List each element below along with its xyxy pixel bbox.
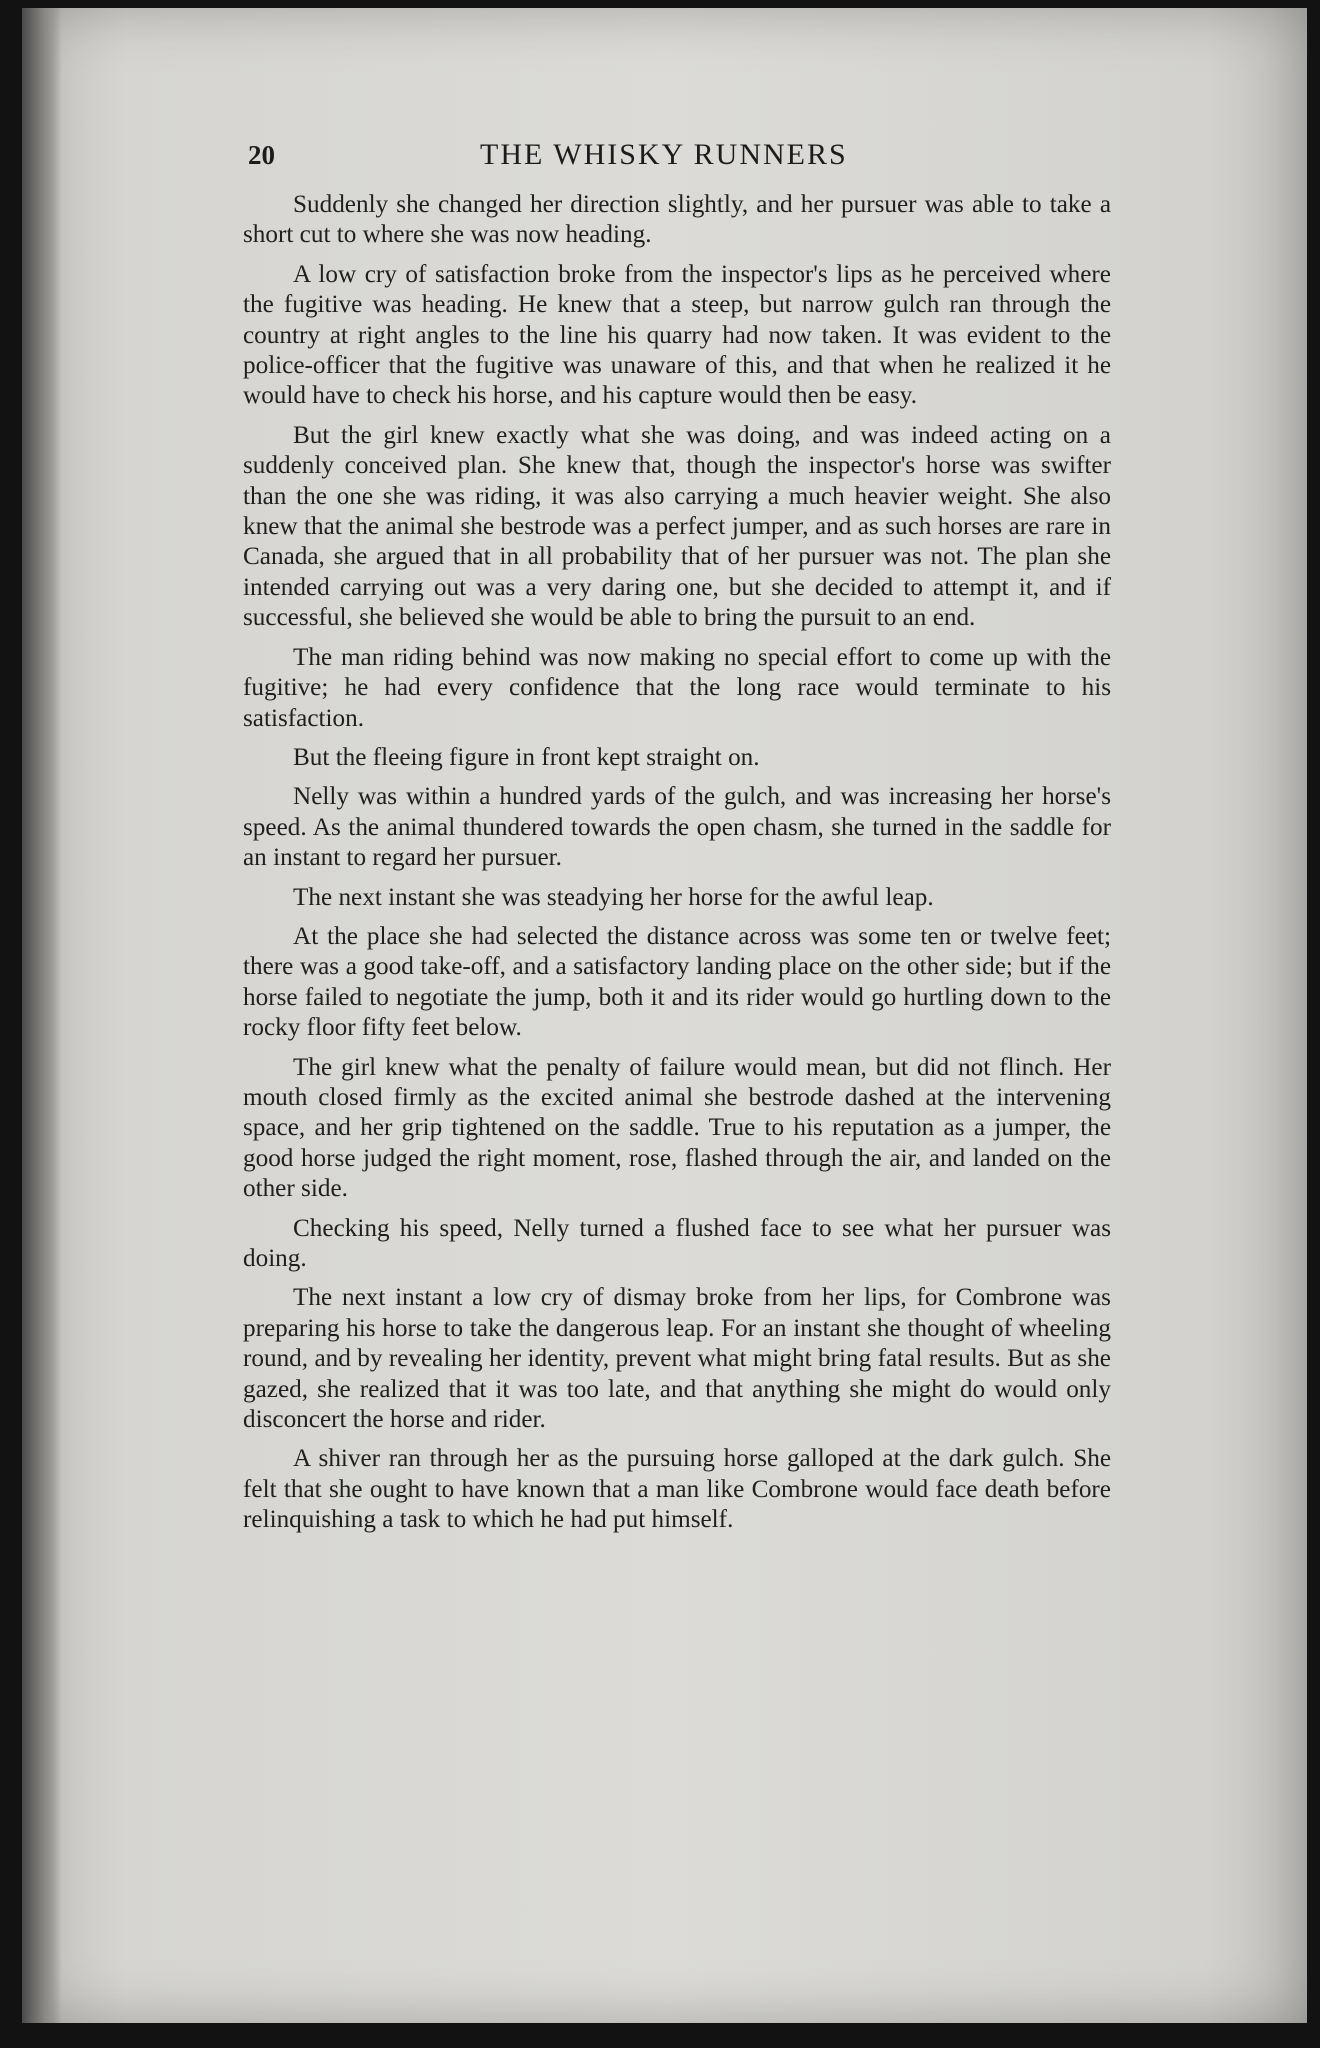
paragraph: Suddenly she changed her direction slightly, and her pursuer was able to take a short cut to where she was now heading. bbox=[243, 191, 1111, 249]
paragraph: The next instant she was steadying her horse for the awful leap. bbox=[293, 883, 934, 911]
page-body bbox=[243, 190, 1111, 1545]
paragraph: Nelly was within a hundred yards of the gulch, and was increasing her horse's speed. As the animal thundered towards the open chasm, she turned in the saddle for an instant to regard her pursuer. bbox=[243, 783, 1111, 872]
paragraph: Checking his speed, Nelly turned a flushed face to see what her pursuer was doing. bbox=[243, 1214, 1111, 1272]
page-number: 20 bbox=[248, 140, 275, 170]
page-binding-shadow bbox=[22, 8, 62, 2023]
paragraph: At the place she had selected the distance across was some ten or twelve feet; there was a good take-off, and a satisfactory landing place on the other side; but if the horse failed to negotiate the jump, both it and its rider would go hurtling down to the rocky floor fifty feet below. bbox=[243, 922, 1111, 1042]
paragraph: The next instant a low cry of dismay broke from her lips, for Combrone was preparing his horse to take the dangerous leap. For an instant she thought of wheeling round, and by revealing her identity, prevent what might bring fatal results. But as she gazed, she realized that it was too late, and that anything she might do would only disconcert the horse and rider. bbox=[243, 1284, 1111, 1434]
paragraph: A shiver ran through her as the pursuing horse galloped at the dark gulch. She felt that she ought to have known that a man like Combrone would face death before relinquishing a task to which he had put himself. bbox=[243, 1445, 1111, 1534]
paragraph: But the girl knew exactly what she was doing, and was indeed acting on a suddenly conceived plan. She knew that, though the inspector's horse was swifter than the one she was riding, it was also carrying a much heavier weight. She also knew that the animal she bestrode was a perfect jumper, and as such horses are rare in Canada, she argued that in all probability that of her pursuer was not. The plan she intended carrying out was a very daring one, but she decided to attempt it, and if successful, she believed she would be able to bring the pursuit to an end. bbox=[243, 421, 1111, 632]
paragraph: The man riding behind was now making no special effort to come up with the fugitive; he had every confidence that the long race would terminate to his satisfaction. bbox=[243, 643, 1111, 732]
paragraph: The girl knew what the penalty of failure would mean, but did not flinch. Her mouth closed firmly as the excited animal she bestrode dashed at the intervening space, and her grip tightened on the saddle. True to his reputation as a jumper, the good horse judged the right moment, rose, flashed through the air, and landed on the other side. bbox=[243, 1053, 1111, 1203]
paragraph: But the fleeing figure in front kept straight on. bbox=[293, 743, 760, 771]
page-header bbox=[218, 138, 1118, 188]
running-title: THE WHISKY RUNNERS bbox=[480, 138, 848, 171]
paragraph: A low cry of satisfaction broke from the inspector's lips as he perceived where the fugitive was heading. He knew that a steep, but narrow gulch ran through the country at right angles to the line his quarry had now taken. It was evident to the police-officer that the fugitive was unaware of this, and that when he realized it he would have to check his horse, and his capture would then be easy. bbox=[243, 260, 1111, 410]
